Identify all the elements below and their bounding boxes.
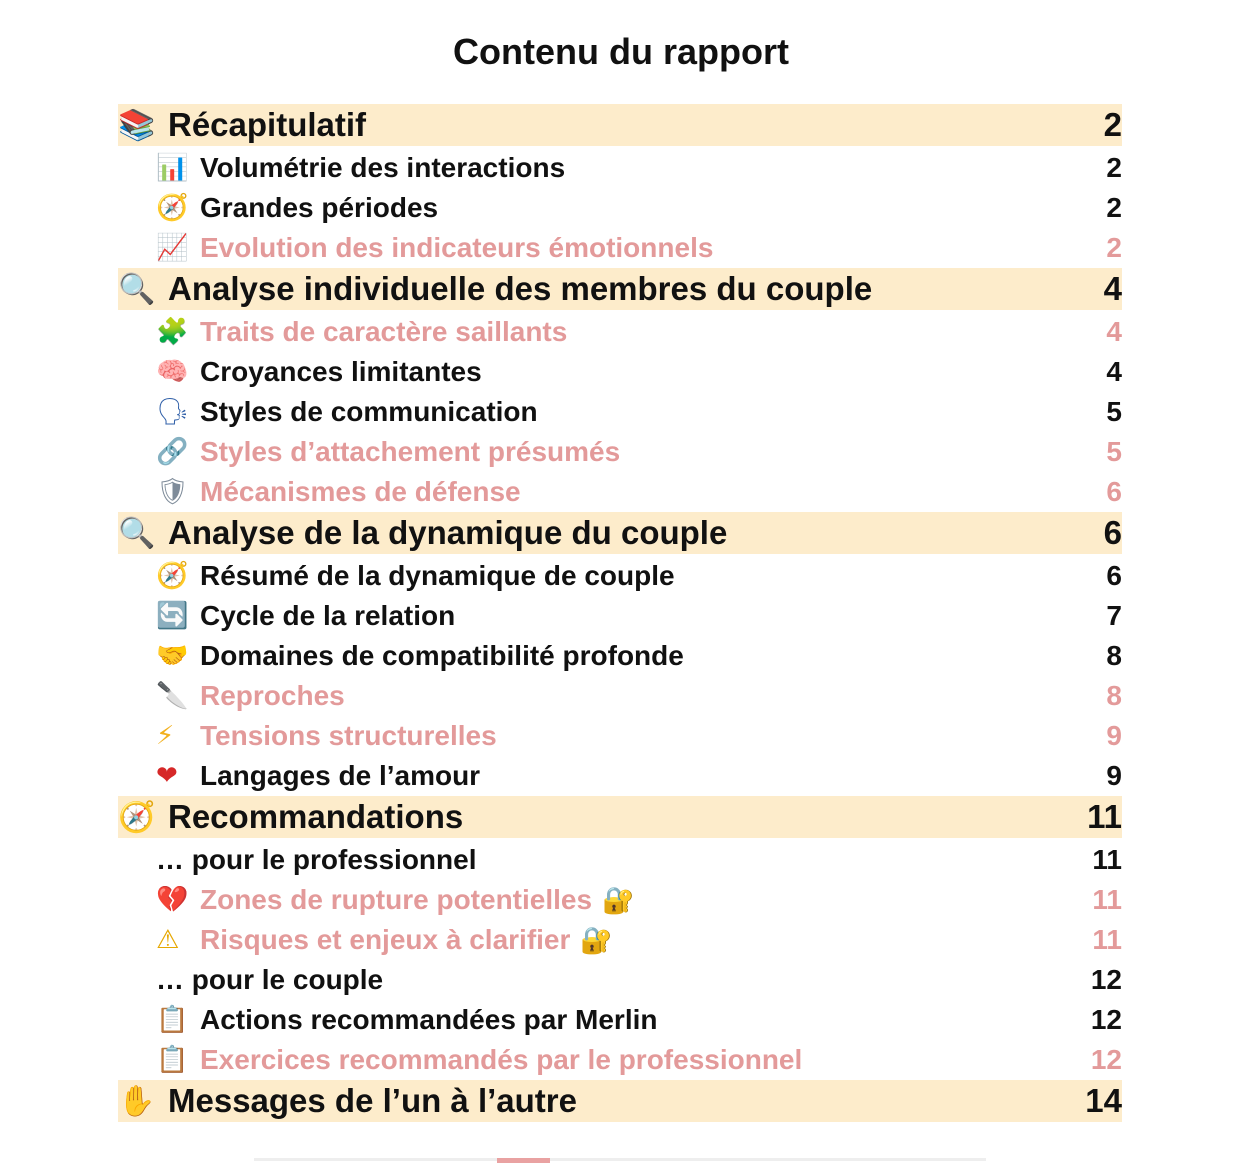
toc-entry[interactable] [118,1000,1122,1040]
toc-entry-label: Recommandations [168,798,464,835]
toc-section[interactable] [118,268,1122,310]
toc-entry-label: Messages de l’un à l’autre [168,1082,577,1119]
toc-page-number: 5 [1106,436,1122,467]
locked-icon: 🔐 [580,926,613,956]
shield-icon: 🛡 [156,477,190,507]
toc-entry-label: … pour le couple [156,964,384,995]
magnifier-icon: 🔍 [118,271,156,307]
toc-page-number: 2 [1103,106,1122,143]
toc-page-number: 5 [1106,396,1122,427]
cycle-arrows-icon: 🔄 [156,601,189,631]
page-indicator [497,1158,550,1163]
toc-entry[interactable] [118,716,1122,756]
toc-entry[interactable] [118,636,1122,676]
toc-page-number: 12 [1090,1044,1122,1075]
toc-entry[interactable] [118,756,1122,796]
toc-entry-label: Analyse individuelle des membres du couple [168,270,873,307]
toc-entry-label: Résumé de la dynamique de couple [200,560,675,591]
puzzle-icon: 🧩 [156,317,189,347]
compass-icon: 🧭 [156,193,189,223]
toc-entry-label: Exercices recommandés par le professionnel [200,1044,803,1075]
heart-icon: ❤ [156,761,178,791]
toc-entry-label: Mécanismes de défense [200,476,521,507]
raised-hand-icon: ✋ [118,1083,156,1119]
toc-page-number: 12 [1090,964,1122,995]
toc-page-number: 4 [1106,316,1122,347]
toc-section[interactable] [118,1080,1122,1122]
toc-entry-label: Grandes périodes [200,192,439,223]
toc-page-number: 4 [1106,356,1122,387]
toc-entry[interactable] [118,840,1122,880]
knife-icon: 🔪 [156,681,189,711]
toc-page-number: 11 [1087,798,1122,835]
bar-chart-icon: 📊 [156,153,189,183]
toc-entry-label: … pour le professionnel [156,844,477,875]
toc-entry[interactable] [118,432,1122,472]
toc-section[interactable] [118,512,1122,554]
magnifier-icon: 🔍 [118,515,156,551]
toc-page-number: 2 [1106,192,1122,223]
toc-page-number: 11 [1092,924,1122,955]
toc-entry[interactable] [118,960,1122,1000]
compass-icon: 🧭 [156,561,189,591]
toc-page-number: 12 [1090,1004,1122,1035]
toc-page-number: 11 [1092,884,1122,915]
brain-icon: 🧠 [156,357,189,387]
toc-page-number: 8 [1106,640,1122,671]
toc-entry[interactable] [118,228,1122,268]
toc-entry-label: Reproches [200,680,345,711]
toc-page-number: 9 [1106,720,1122,751]
toc-entry-label: Styles d’attachement présumés [200,436,621,467]
toc-page-number: 2 [1106,152,1122,183]
toc-page-number: 2 [1106,232,1122,263]
toc-entry-label: Langages de l’amour [200,760,481,791]
toc-entry[interactable] [118,596,1122,636]
chart-increasing-icon: 📈 [156,233,189,263]
toc-section[interactable] [118,796,1122,838]
toc-entry-label: Evolution des indicateurs émotionnels [200,232,714,263]
toc-entry-label: Risques et enjeux à clarifier 🔐 [200,924,613,956]
toc-entry[interactable] [118,920,1122,960]
toc-entry[interactable] [118,188,1122,228]
toc-page-number: 4 [1103,270,1122,307]
toc-entry-label: Analyse de la dynamique du couple [168,514,728,551]
warning-icon: ⚠ [156,925,180,955]
toc-entry-label: Zones de rupture potentielles 🔐 [200,884,635,916]
toc-entry[interactable] [118,880,1122,920]
toc-entry-label: Domaines de compatibilité profonde [200,640,684,671]
toc-entry-label: Actions recommandées par Merlin [200,1004,658,1035]
toc-entry-label: Styles de communication [200,396,538,427]
table-of-contents [118,104,1122,1122]
clipboard-icon: 📋 [156,1045,189,1075]
toc-entry[interactable] [118,1040,1122,1080]
clipboard-icon: 📋 [156,1005,189,1035]
toc-page-number: 14 [1085,1082,1122,1119]
compass-icon: 🧭 [118,799,156,835]
toc-entry-label: Cycle de la relation [200,600,456,631]
toc-entry-label: Tensions structurelles [200,720,497,751]
toc-entry[interactable] [118,676,1122,716]
toc-page-number: 6 [1103,514,1122,551]
toc-entry-label: Récapitulatif [168,106,367,143]
lightning-icon: ⚡ [156,721,175,751]
toc-entry[interactable] [118,352,1122,392]
handshake-icon: 🤝 [156,641,189,671]
toc-page-number: 7 [1106,600,1122,631]
link-icon: 🔗 [156,437,189,467]
footer-divider [254,1158,986,1161]
books-icon: 📚 [118,107,156,143]
toc-page-number: 6 [1106,476,1122,507]
page-title: Contenu du rapport [453,31,789,72]
toc-entry[interactable] [118,312,1122,352]
toc-page-number: 6 [1106,560,1122,591]
toc-entry[interactable] [118,556,1122,596]
speaking-head-icon: 🗣 [156,397,190,427]
toc-entry[interactable] [118,148,1122,188]
broken-heart-icon: 💔 [156,885,189,915]
toc-page-number: 9 [1106,760,1122,791]
toc-entry[interactable] [118,472,1122,512]
toc-entry-label: Traits de caractère saillants [200,316,568,347]
toc-entry-label: Croyances limitantes [200,356,482,387]
toc-page-number: 11 [1092,844,1122,875]
toc-entry[interactable] [118,392,1122,432]
toc-page-number: 8 [1106,680,1122,711]
locked-icon: 🔐 [602,886,635,916]
toc-entry-label: Volumétrie des interactions [200,152,566,183]
toc-section[interactable] [118,104,1122,146]
